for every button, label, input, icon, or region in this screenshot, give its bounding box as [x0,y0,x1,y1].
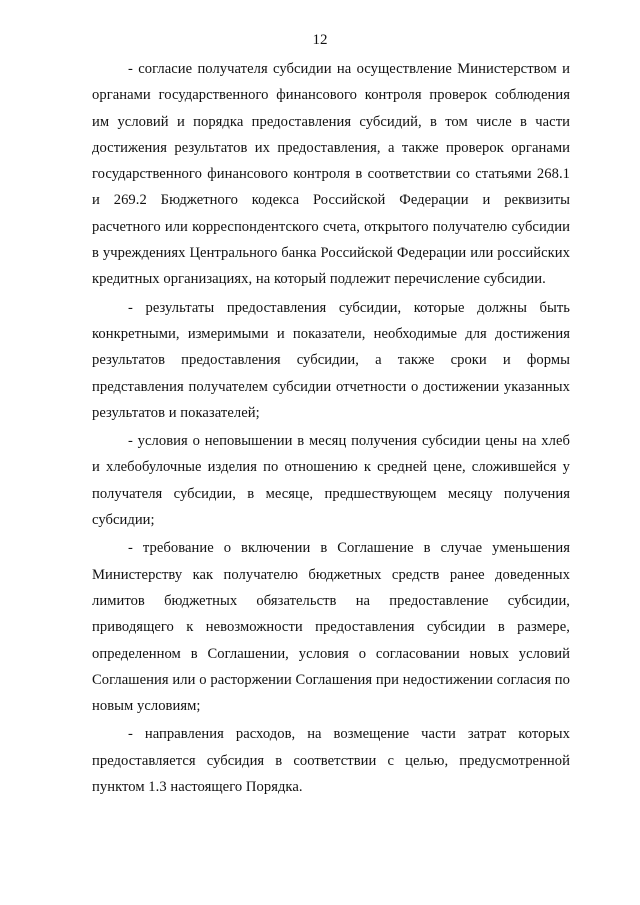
paragraph-subsidy-results: - результаты предоставления субсидии, которые должны быть конкретными, измеримыми и показатели, необходимые для достижения результатов предоставления субсидии, а также сроки и формы представления получателем субсидии отчетности о достижении указанных результатов и показателей; [92,299,570,421]
page-number: 12 [312,32,328,48]
paragraph-bread-price-condition: - условия о неповышении в месяц получения субсидии цены на хлеб и хлебобулочные изделия по отношению к средней цене, сложившейся у получателя субсидии, в месяце, предшествующем месяцу получения субсидии; [92,433,570,529]
paragraph-expense-directions: - направления расходов, на возмещение части затрат которых предоставляется субсидия в соответствии с целью, предусмотренной пунктом 1.3 настоящего Порядка. [92,726,570,796]
document-body [92,56,570,800]
paragraph-agreement-change-requirement: - требование о включении в Соглашение в случае уменьшения Министерству как получателю бюджетных средств ранее доведенных лимитов бюджетных обязательств на предоставление субсидии, приводящего к невозможности предоставления субсидии в размере, определенном в Соглашении, условия о согласовании новых условий Соглашения или о расторжении Соглашения при недостижении согласия по новым условиям; [92,540,570,715]
paragraph-consent-to-inspections: - согласие получателя субсидии на осуществление Министерством и органами государственного финансового контроля проверок соблюдения им условий и порядка предоставления субсидий, в том числе в части достижения результатов их предоставления, а также проверок органами государственного финансового контроля в соответствии со статьями 268.1 и 269.2 Бюджетного кодекса Российской Федерации и реквизиты расчетного или корреспондентского счета, открытого получателю субсидии в учреждениях Центрального банка Российской Федерации или российских кредитных организациях, на который подлежит перечисление субсидии. [92,61,570,288]
